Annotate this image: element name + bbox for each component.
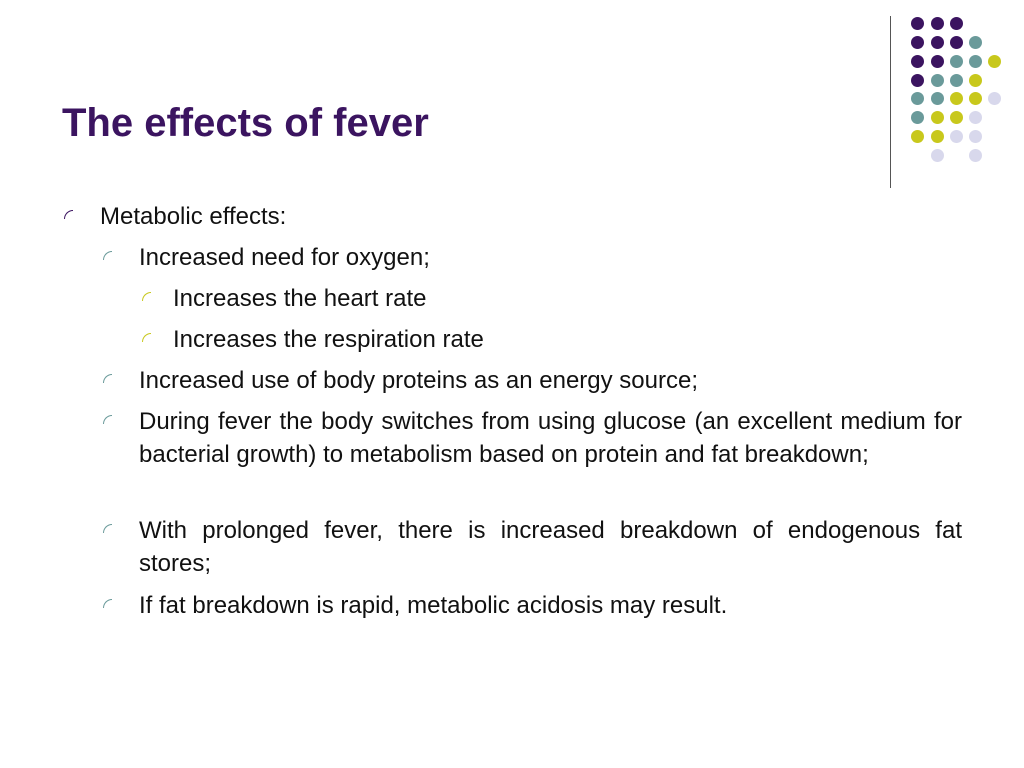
- decor-dot: [969, 130, 982, 143]
- bullet-icon: [142, 333, 151, 342]
- decor-dot: [931, 130, 944, 143]
- decor-dot: [911, 130, 924, 143]
- decor-dot: [950, 111, 963, 124]
- decor-dot: [950, 92, 963, 105]
- decor-dot: [950, 17, 963, 30]
- decor-dot: [969, 92, 982, 105]
- decor-dot: [969, 149, 982, 162]
- bullet-level2: Increased use of body proteins as an energy source;: [139, 367, 699, 394]
- decor-dot: [911, 74, 924, 87]
- bullet-icon: [103, 374, 112, 383]
- decor-dot: [911, 17, 924, 30]
- bullet-icon: [103, 251, 112, 260]
- bullet-level2: Increased need for oxygen;: [139, 244, 430, 271]
- decor-dot: [950, 36, 963, 49]
- decor-dot: [988, 55, 1001, 68]
- decor-dot: [969, 111, 982, 124]
- decor-dot: [950, 130, 963, 143]
- decor-dot: [969, 74, 982, 87]
- decor-dot: [931, 149, 944, 162]
- decor-dot: [931, 74, 944, 87]
- bullet-level3: Increases the respiration rate: [173, 326, 484, 353]
- bullet-level2: If fat breakdown is rapid, metabolic acidosis may result.: [139, 592, 728, 619]
- decor-dot: [931, 36, 944, 49]
- decor-dot: [911, 92, 924, 105]
- decor-dot: [969, 36, 982, 49]
- decor-dot: [931, 55, 944, 68]
- decor-dot: [931, 17, 944, 30]
- bullet-icon: [103, 599, 112, 608]
- slide-title: The effects of fever: [62, 101, 429, 145]
- decor-dot: [969, 55, 982, 68]
- bullet-icon: [103, 524, 112, 533]
- decor-dot: [911, 36, 924, 49]
- decor-dot: [931, 111, 944, 124]
- bullet-icon: [142, 292, 151, 301]
- bullet-level2: During fever the body switches from using glucose (an excellent medium for bacterial growth) to metabolism based on protein and fat breakdown;: [139, 408, 962, 468]
- bullet-level1: Metabolic effects:: [100, 203, 287, 230]
- bullet-level3: Increases the heart rate: [173, 285, 427, 312]
- decor-dot: [931, 92, 944, 105]
- decor-dot: [950, 55, 963, 68]
- bullet-icon: [64, 210, 73, 219]
- bullet-level2: With prolonged fever, there is increased breakdown of endogenous fat stores;: [139, 517, 962, 577]
- decor-dot: [911, 111, 924, 124]
- decor-dot: [950, 74, 963, 87]
- decor-dot: [911, 55, 924, 68]
- bullet-icon: [103, 415, 112, 424]
- title-divider-line: [890, 16, 891, 188]
- decor-dot: [988, 92, 1001, 105]
